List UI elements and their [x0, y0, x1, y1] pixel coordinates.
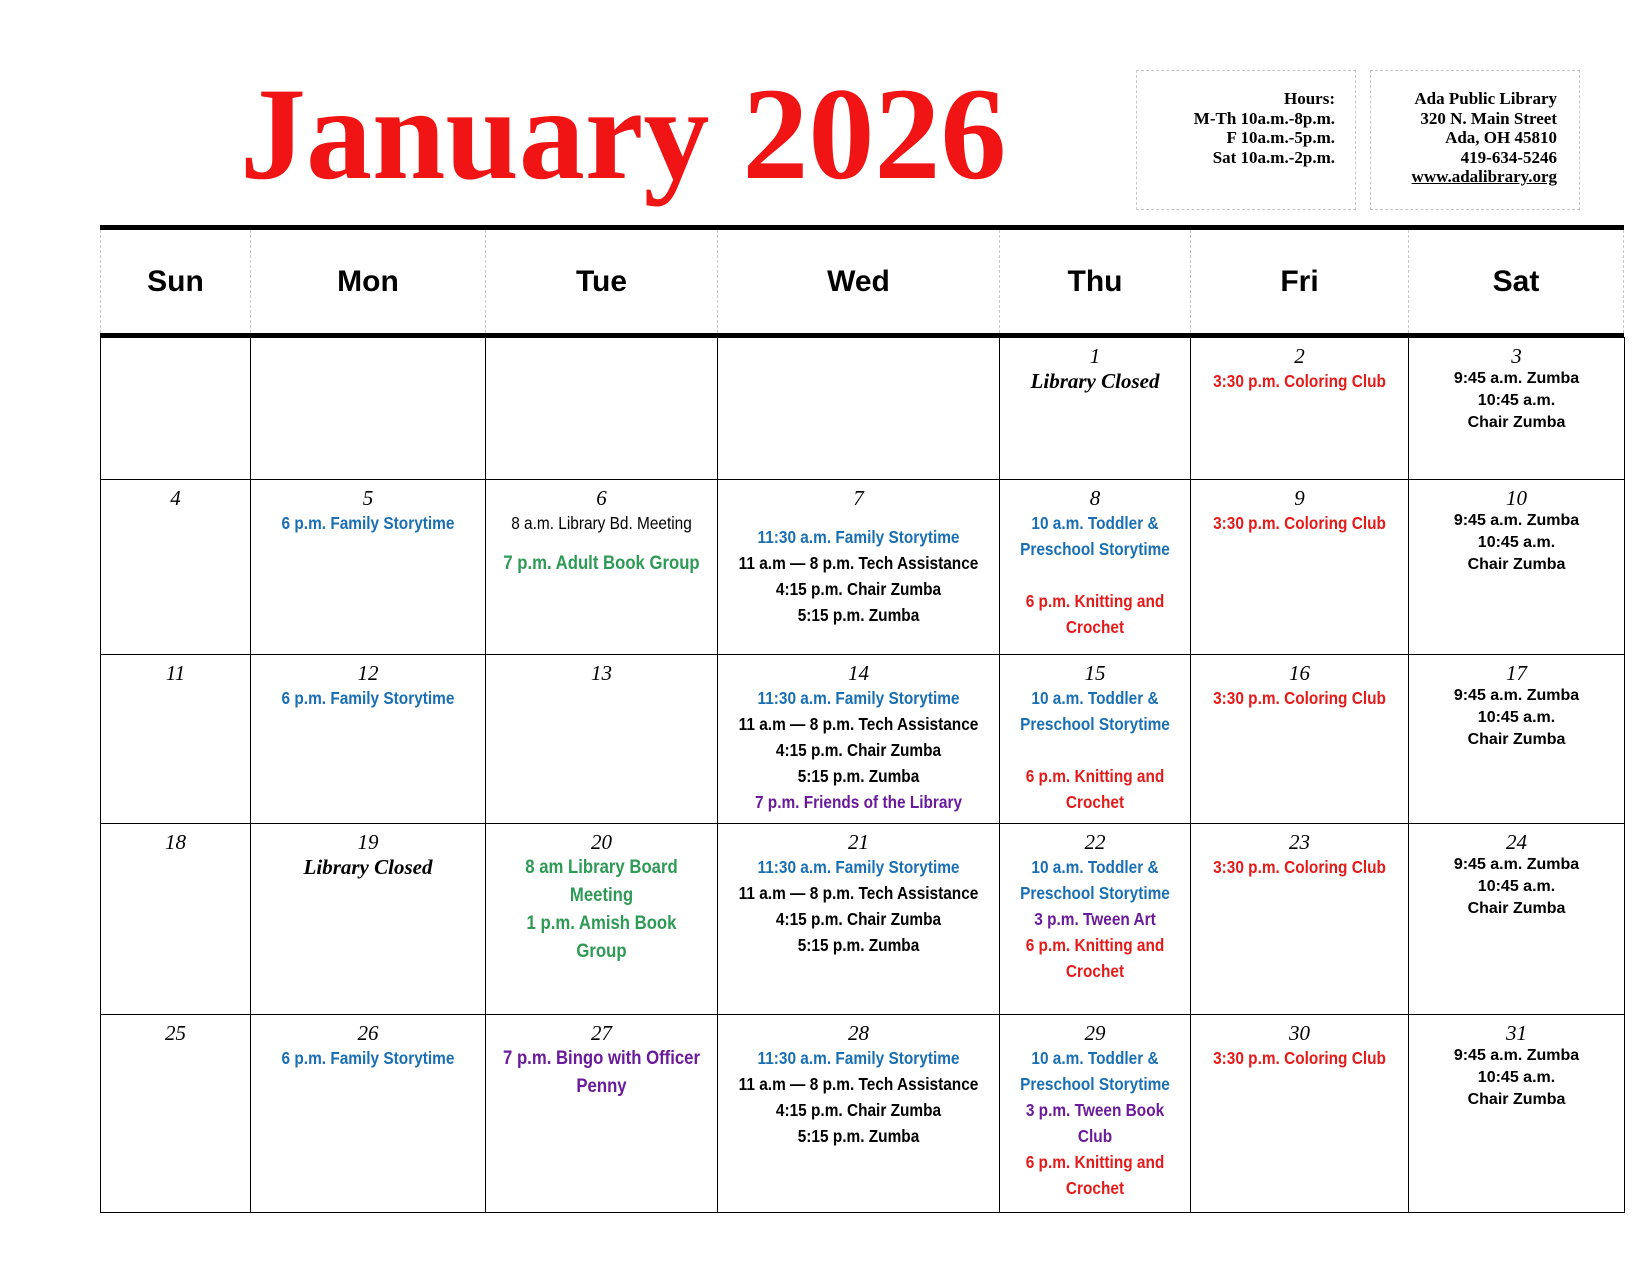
week-row	[101, 480, 1625, 655]
event-label: 9:45 a.m. Zumba	[1453, 370, 1580, 387]
event-label: 5:15 p.m. Zumba	[797, 605, 920, 625]
event-label: 3 p.m. Tween Book Club	[1025, 1100, 1165, 1146]
event-label: 6 p.m. Family Storytime	[281, 688, 455, 708]
event-label: 6 p.m. Family Storytime	[281, 513, 455, 533]
library-phone: 419-634-5246	[1460, 147, 1557, 167]
calendar-grid	[100, 337, 1625, 1213]
hours-box	[1136, 70, 1356, 210]
day-number: 10	[1506, 486, 1527, 510]
address-box	[1370, 70, 1580, 210]
day-cell[interactable]	[1000, 1015, 1191, 1213]
event-label: 5:15 p.m. Zumba	[797, 1126, 920, 1146]
day-cell[interactable]	[251, 1015, 486, 1213]
day-number: 15	[1084, 661, 1106, 685]
event-label: 10:45 a.m.	[1477, 1069, 1556, 1086]
day-number: 26	[357, 1021, 379, 1045]
day-cell[interactable]	[486, 338, 718, 480]
week-row	[101, 338, 1625, 480]
day-number: 8	[1089, 486, 1101, 510]
day-cell[interactable]	[1409, 824, 1625, 1015]
event-label: 5:15 p.m. Zumba	[797, 766, 920, 786]
week-row	[101, 1015, 1625, 1213]
library-name: Ada Public Library	[1414, 89, 1557, 108]
day-number: 4	[170, 486, 181, 510]
event-label: 11 a.m — 8 p.m. Tech Assistance	[738, 883, 979, 903]
event-label: Chair Zumba	[1467, 731, 1566, 748]
event-label: 3:30 p.m. Coloring Club	[1213, 1048, 1386, 1068]
event-label: 11 a.m — 8 p.m. Tech Assistance	[738, 553, 979, 573]
day-cell[interactable]	[1409, 480, 1625, 655]
event-label: 6 p.m. Knitting and Crochet	[1025, 1152, 1165, 1198]
week-row	[101, 824, 1625, 1015]
day-cell[interactable]	[251, 338, 486, 480]
day-cell[interactable]	[718, 1015, 1000, 1213]
event-label: 10 a.m. Toddler & Preschool Storytime	[1020, 1048, 1170, 1094]
day-cell[interactable]	[101, 655, 251, 824]
day-number: 24	[1506, 830, 1527, 854]
event-label: 11 a.m — 8 p.m. Tech Assistance	[738, 714, 979, 734]
hours-line: M-Th 10a.m.-8p.m.	[1193, 108, 1335, 128]
day-number: 7	[853, 486, 864, 510]
day-cell[interactable]	[101, 1015, 251, 1213]
event-label: 3 p.m. Tween Art	[1034, 909, 1156, 929]
day-number: 1	[1089, 344, 1101, 368]
weekday-header-row	[100, 230, 1624, 333]
day-cell[interactable]	[1409, 1015, 1625, 1213]
hours-label: Hours:	[1284, 89, 1335, 108]
day-cell[interactable]	[1409, 338, 1625, 480]
day-cell[interactable]	[251, 480, 486, 655]
day-number: 14	[848, 661, 869, 685]
event-label: 9:45 a.m. Zumba	[1453, 856, 1580, 873]
day-cell[interactable]	[1191, 655, 1409, 824]
event-label: 7 p.m. Bingo with Officer Penny	[503, 1048, 700, 1097]
day-number: 23	[1289, 830, 1310, 854]
event-label: 11:30 a.m. Family Storytime	[757, 527, 960, 547]
day-number: 16	[1289, 661, 1310, 685]
weekday-header: Sun	[100, 230, 250, 333]
day-cell[interactable]	[486, 824, 718, 1015]
event-label: 7 p.m. Friends of the Library	[754, 792, 963, 812]
day-cell[interactable]	[101, 338, 251, 480]
event-label: Chair Zumba	[1467, 414, 1566, 431]
weekday-header: Mon	[250, 230, 485, 333]
event-label: 10:45 a.m.	[1477, 709, 1556, 726]
day-number: 9	[1294, 486, 1305, 510]
library-street: 320 N. Main Street	[1420, 108, 1557, 128]
event-label: 3:30 p.m. Coloring Club	[1213, 371, 1386, 391]
day-cell[interactable]	[486, 655, 718, 824]
day-cell[interactable]	[1191, 1015, 1409, 1213]
day-number: 18	[165, 830, 186, 854]
event-label: 9:45 a.m. Zumba	[1453, 687, 1580, 704]
day-number: 17	[1506, 661, 1527, 685]
day-number: 28	[848, 1021, 869, 1045]
day-cell[interactable]	[718, 655, 1000, 824]
event-label: 4:15 p.m. Chair Zumba	[775, 909, 942, 929]
day-number: 6	[596, 486, 607, 510]
event-label: 10:45 a.m.	[1477, 392, 1556, 409]
day-number: 20	[591, 830, 612, 854]
library-website-link[interactable]: www.adalibrary.org	[1411, 167, 1557, 186]
event-label: 9:45 a.m. Zumba	[1453, 512, 1580, 529]
event-label: 6 p.m. Knitting and Crochet	[1025, 766, 1165, 812]
day-cell[interactable]	[1191, 338, 1409, 480]
event-label: 6 p.m. Knitting and Crochet	[1025, 591, 1165, 637]
event-label: Chair Zumba	[1467, 1091, 1566, 1108]
event-label: 8 am Library Board Meeting	[525, 857, 678, 906]
day-cell[interactable]	[1000, 480, 1191, 655]
event-label: 5:15 p.m. Zumba	[797, 935, 920, 955]
event-label: 10:45 a.m.	[1477, 534, 1556, 551]
event-label: Library Closed	[303, 855, 433, 879]
event-label: 10 a.m. Toddler & Preschool Storytime	[1020, 857, 1170, 903]
day-number: 22	[1084, 830, 1106, 854]
weekday-header: Wed	[717, 230, 999, 333]
day-number: 27	[591, 1021, 612, 1045]
event-label: 3:30 p.m. Coloring Club	[1213, 857, 1386, 877]
day-number: 29	[1084, 1021, 1106, 1045]
day-number: 13	[591, 661, 612, 685]
day-cell[interactable]	[1000, 338, 1191, 480]
weekday-header: Sat	[1408, 230, 1624, 333]
event-label: 6 p.m. Family Storytime	[281, 1048, 455, 1068]
event-label: 6 p.m. Knitting and Crochet	[1025, 935, 1165, 981]
library-city: Ada, OH 45810	[1445, 128, 1557, 147]
event-label: Chair Zumba	[1467, 900, 1566, 917]
event-label: 3:30 p.m. Coloring Club	[1213, 688, 1386, 708]
day-cell[interactable]	[486, 480, 718, 655]
event-label: 11 a.m — 8 p.m. Tech Assistance	[738, 1074, 979, 1094]
day-number: 12	[357, 661, 379, 685]
day-cell[interactable]	[101, 480, 251, 655]
day-cell[interactable]	[251, 655, 486, 824]
day-number: 11	[165, 661, 186, 685]
day-cell[interactable]	[251, 824, 486, 1015]
day-cell[interactable]	[718, 824, 1000, 1015]
page-title: January 2026	[240, 60, 1007, 207]
weekday-header: Fri	[1190, 230, 1408, 333]
day-cell[interactable]	[101, 824, 251, 1015]
day-cell[interactable]	[1000, 655, 1191, 824]
event-label: 1 p.m. Amish Book Group	[526, 913, 677, 962]
event-label: Library Closed	[1030, 369, 1160, 393]
day-number: 31	[1506, 1021, 1527, 1045]
weekday-header: Tue	[485, 230, 717, 333]
hours-line: F 10a.m.-5p.m.	[1226, 128, 1335, 147]
event-label: 7 p.m. Adult Book Group	[503, 553, 700, 574]
event-label: 9:45 a.m. Zumba	[1453, 1047, 1580, 1064]
event-label: 4:15 p.m. Chair Zumba	[775, 740, 942, 760]
hours-line: Sat 10a.m.-2p.m.	[1212, 147, 1335, 167]
event-label: 10:45 a.m.	[1477, 878, 1556, 895]
day-cell[interactable]	[1409, 655, 1625, 824]
day-number: 19	[357, 830, 379, 854]
day-cell[interactable]	[718, 480, 1000, 655]
event-label: 10 a.m. Toddler & Preschool Storytime	[1020, 513, 1170, 559]
day-number: 21	[848, 830, 869, 854]
event-label: 4:15 p.m. Chair Zumba	[775, 1100, 942, 1120]
day-number: 25	[165, 1021, 186, 1045]
event-label: 11:30 a.m. Family Storytime	[757, 1048, 960, 1068]
event-label: 8 a.m. Library Bd. Meeting	[511, 513, 692, 533]
day-cell[interactable]	[486, 1015, 718, 1213]
event-label: Chair Zumba	[1467, 556, 1566, 573]
event-label: 11:30 a.m. Family Storytime	[757, 688, 960, 708]
day-cell[interactable]	[718, 338, 1000, 480]
event-label: 3:30 p.m. Coloring Club	[1213, 513, 1386, 533]
event-label: 4:15 p.m. Chair Zumba	[775, 579, 942, 599]
day-number: 3	[1511, 344, 1522, 368]
day-number: 2	[1294, 344, 1305, 368]
day-number: 30	[1289, 1021, 1310, 1045]
day-number: 5	[362, 486, 374, 510]
day-cell[interactable]	[1191, 480, 1409, 655]
week-row	[101, 655, 1625, 824]
day-cell[interactable]	[1191, 824, 1409, 1015]
weekday-header: Thu	[999, 230, 1190, 333]
event-label: 10 a.m. Toddler & Preschool Storytime	[1020, 688, 1170, 734]
day-cell[interactable]	[1000, 824, 1191, 1015]
event-label: 11:30 a.m. Family Storytime	[757, 857, 960, 877]
